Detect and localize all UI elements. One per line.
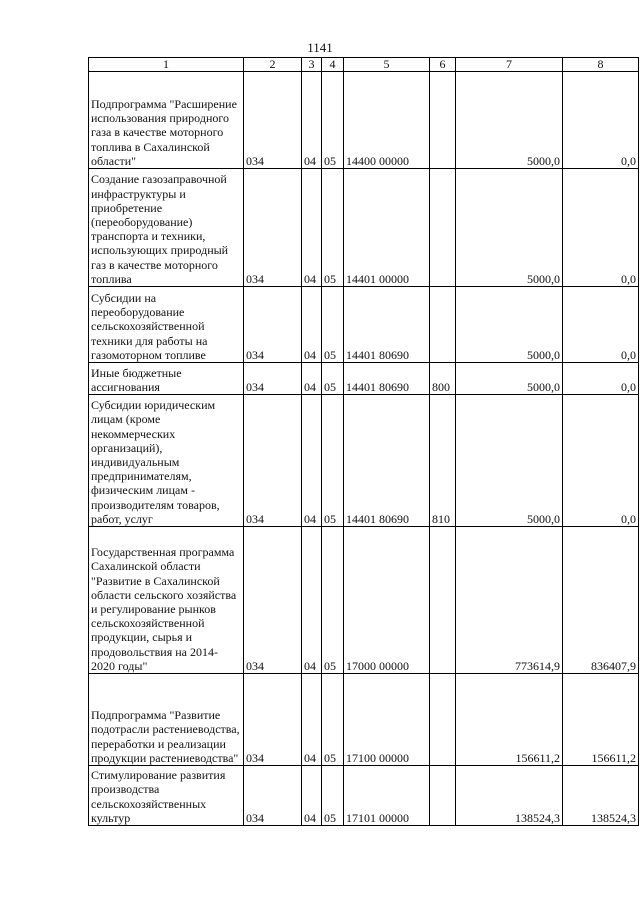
amount-col7: 5000,0 (456, 395, 563, 527)
ministry-code: 034 (244, 395, 302, 527)
expense-type-code (430, 674, 456, 766)
item-name: Подпрограмма "Расширение использования природного газа в качестве моторного топлива в Сахалинской области" (89, 72, 244, 169)
amount-col8: 138524,3 (563, 766, 639, 826)
header-cell: 2 (244, 58, 302, 72)
header-cell: 3 (302, 58, 322, 72)
table-row (89, 527, 639, 674)
target-code: 14401 80690 (344, 395, 430, 527)
expense-type-code (430, 527, 456, 674)
header-row (89, 58, 639, 72)
item-name: Государственная программа Сахалинской области "Развитие в Сахалинской области сельского хозяйства и регулирование рынков сельскохозяйственной продукции, сырья и продовольствия на 2014-2020 годы" (89, 527, 244, 674)
table-row (89, 363, 639, 395)
header-cell: 8 (563, 58, 639, 72)
amount-col7: 5000,0 (456, 287, 563, 363)
subsection-code: 05 (322, 527, 344, 674)
expense-type-code (430, 287, 456, 363)
ministry-code: 034 (244, 674, 302, 766)
table-row (89, 72, 639, 169)
table-row (89, 287, 639, 363)
ministry-code: 034 (244, 169, 302, 287)
amount-col7: 773614,9 (456, 527, 563, 674)
item-name: Субсидии на переоборудование сельскохозяйственной техники для работы на газомоторном топливе (89, 287, 244, 363)
item-name: Субсидии юридическим лицам (кроме некоммерческих организаций), индивидуальным предпринимателям, физическим лицам - производителям товаров, работ, услуг (89, 395, 244, 527)
subsection-code: 05 (322, 169, 344, 287)
amount-col8: 0,0 (563, 169, 639, 287)
item-name: Подпрограмма "Развитие подотрасли растениеводства, переработки и реализации продукции растениеводства" (89, 674, 244, 766)
ministry-code: 034 (244, 72, 302, 169)
amount-col8: 0,0 (563, 395, 639, 527)
table-row (89, 395, 639, 527)
target-code: 14401 00000 (344, 169, 430, 287)
target-code: 14400 00000 (344, 72, 430, 169)
target-code: 14401 80690 (344, 287, 430, 363)
item-name: Стимулирование развития производства сельскохозяйственных культур (89, 766, 244, 826)
ministry-code: 034 (244, 363, 302, 395)
header-cell: 4 (322, 58, 344, 72)
subsection-code: 05 (322, 674, 344, 766)
ministry-code: 034 (244, 287, 302, 363)
header-cell: 7 (456, 58, 563, 72)
table-row (89, 169, 639, 287)
header-cell: 1 (89, 58, 244, 72)
ministry-code: 034 (244, 527, 302, 674)
expense-type-code (430, 72, 456, 169)
expense-type-code (430, 169, 456, 287)
amount-col8: 0,0 (563, 287, 639, 363)
subsection-code: 05 (322, 287, 344, 363)
section-code: 04 (302, 72, 322, 169)
item-name: Создание газозаправочной инфраструктуры и приобретение (переоборудование) транспорта и техники, использующих природный газ в качестве моторного топлива (89, 169, 244, 287)
subsection-code: 05 (322, 395, 344, 527)
target-code: 14401 80690 (344, 363, 430, 395)
expense-type-code: 810 (430, 395, 456, 527)
subsection-code: 05 (322, 766, 344, 826)
target-code: 17000 00000 (344, 527, 430, 674)
amount-col8: 156611,2 (563, 674, 639, 766)
expense-type-code: 800 (430, 363, 456, 395)
amount-col8: 0,0 (563, 72, 639, 169)
header-cell: 5 (344, 58, 430, 72)
section-code: 04 (302, 527, 322, 674)
ministry-code: 034 (244, 766, 302, 826)
budget-table (88, 57, 639, 826)
amount-col7: 5000,0 (456, 72, 563, 169)
page-number: 1141 (307, 40, 333, 55)
section-code: 04 (302, 169, 322, 287)
item-name: Иные бюджетные ассигнования (89, 363, 244, 395)
amount-col7: 5000,0 (456, 363, 563, 395)
subsection-code: 05 (322, 72, 344, 169)
table-row (89, 766, 639, 826)
amount-col7: 5000,0 (456, 169, 563, 287)
section-code: 04 (302, 395, 322, 527)
amount-col7: 138524,3 (456, 766, 563, 826)
header-cell: 6 (430, 58, 456, 72)
subsection-code: 05 (322, 363, 344, 395)
target-code: 17100 00000 (344, 674, 430, 766)
section-code: 04 (302, 363, 322, 395)
expense-type-code (430, 766, 456, 826)
section-code: 04 (302, 766, 322, 826)
section-code: 04 (302, 287, 322, 363)
table-row (89, 674, 639, 766)
amount-col8: 836407,9 (563, 527, 639, 674)
amount-col8: 0,0 (563, 363, 639, 395)
amount-col7: 156611,2 (456, 674, 563, 766)
section-code: 04 (302, 674, 322, 766)
target-code: 17101 00000 (344, 766, 430, 826)
